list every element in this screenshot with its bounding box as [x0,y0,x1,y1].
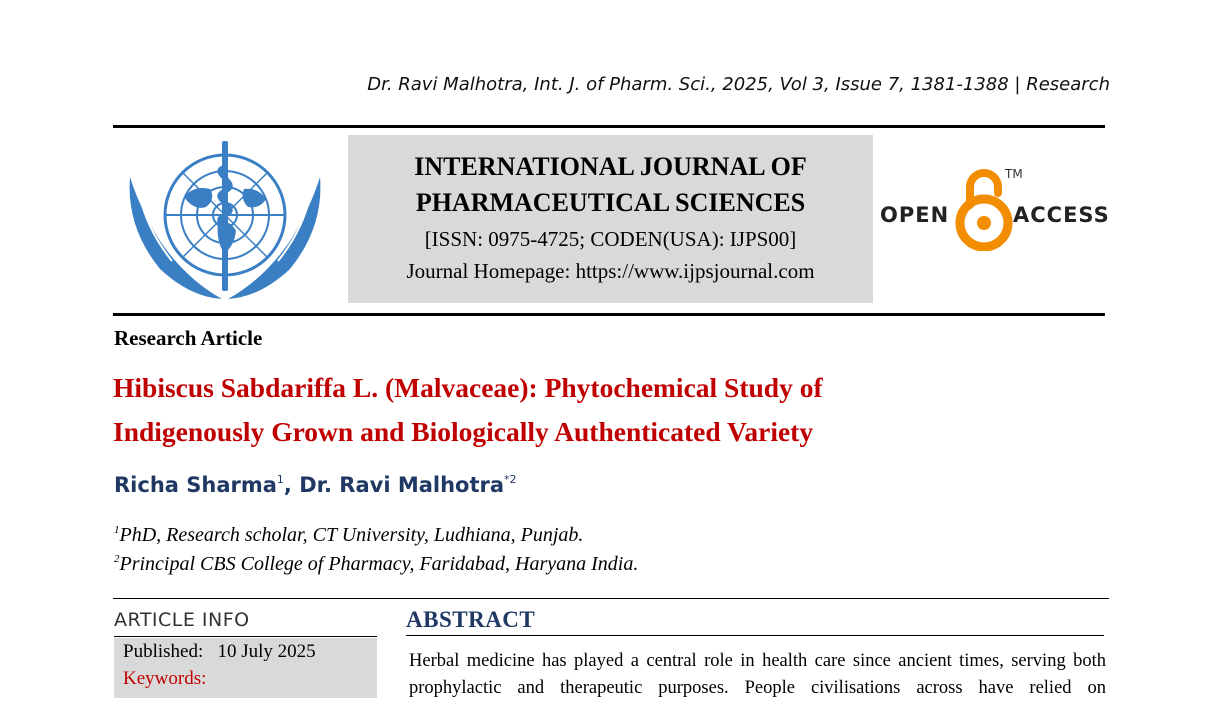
journal-issn: [ISSN: 0975-4725; CODEN(USA): IJPS00] [424,227,797,251]
open-access-trademark: TM [1005,167,1023,181]
article-title-line2: Indigenously Grown and Biologically Authenticated Variety [113,416,814,447]
affiliation-2 [114,553,638,576]
author-2[interactable]: Dr. Ravi Malhotra [299,473,505,497]
affiliation-2-mark: 2 [114,553,120,565]
journal-title-line2: PHARMACEUTICAL SCIENCES [415,188,806,217]
article-info-box [114,638,377,698]
journal-masthead [348,135,873,303]
affiliation-1-mark: 1 [114,524,120,536]
journal-title-line1: INTERNATIONAL JOURNAL OF [414,152,807,181]
published-line [123,641,316,663]
journal-homepage-link[interactable]: Journal Homepage: https://www.ijpsjournal.com [406,259,815,283]
who-emblem-icon [126,137,324,307]
abstract-rule [406,635,1104,636]
open-access-word-open: OPEN [880,203,950,227]
author-separator: , [283,473,300,497]
author-1[interactable]: Richa Sharma [114,473,277,497]
affiliation-1-text: PhD, Research scholar, CT University, Ludhiana, Punjab. [119,524,584,546]
abstract-line2: prophylactic and therapeutic purposes. People civilisations across have relied on [409,678,1106,698]
article-type: Research Article [114,326,263,350]
section-divider [113,598,1109,599]
author-list [114,473,517,497]
article-info-rule [114,636,377,637]
header-rule-bottom [113,313,1105,316]
author-2-affil: *2 [504,473,517,486]
affiliation-1 [114,524,583,547]
published-date: 10 July 2025 [217,641,316,662]
affiliation-2-text: Principal CBS College of Pharmacy, Faridabad, Haryana India. [119,553,639,575]
header-rule-top [113,125,1105,128]
published-label: Published: [123,641,204,662]
keywords-label: Keywords: [123,668,207,689]
article-title [113,366,1013,454]
running-header: Dr. Ravi Malhotra, Int. J. of Pharm. Sci., 2025, Vol 3, Issue 7, 1381-1388 | Research [367,74,1110,95]
open-access-logo [880,165,1110,255]
author-1-affil: 1 [276,473,284,486]
article-title-line1: Hibiscus Sabdariffa L. (Malvaceae): Phytochemical Study of [113,372,823,403]
abstract-line1: Herbal medicine has played a central role in health care since ancient times, serving both [409,651,1106,671]
abstract-text [409,648,1106,702]
article-info-label: ARTICLE INFO [114,609,250,631]
open-access-word-access: ACCESS [1013,203,1110,227]
abstract-heading: ABSTRACT [406,607,536,632]
